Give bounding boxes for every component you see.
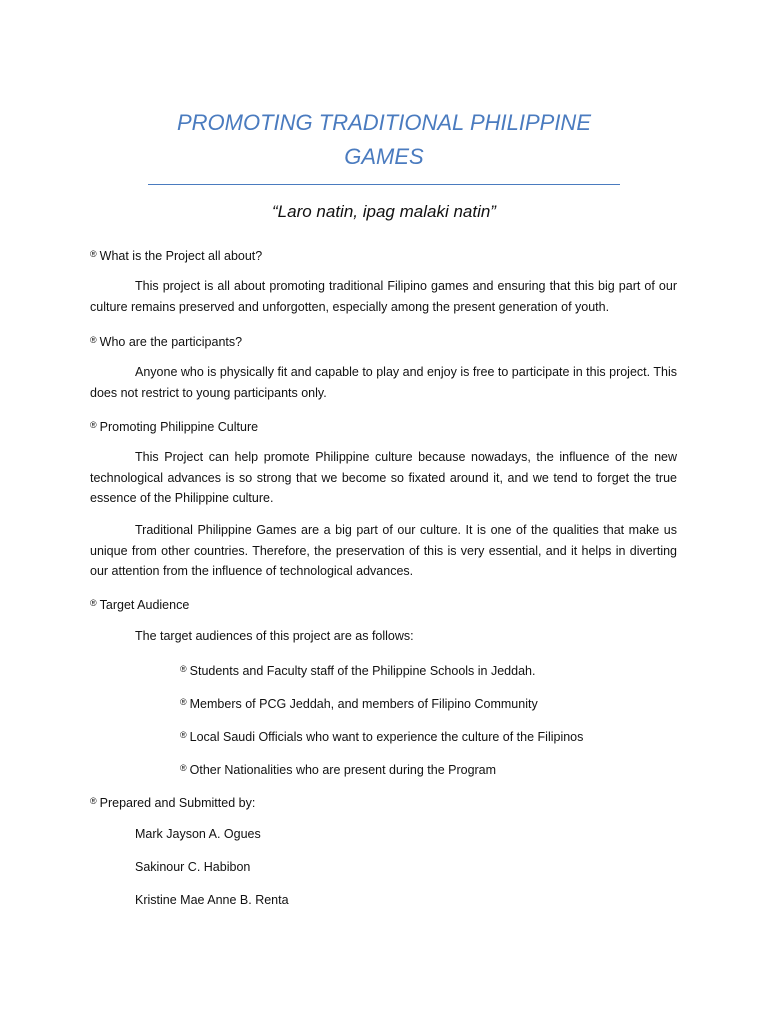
audience-item: ® Local Saudi Officials who want to experience the culture of the Filipinos (180, 730, 584, 744)
paragraph-culture-1: This Project can help promote Philippine culture because nowadays, the influence of the new technological advances is so strong that we become so fixated around it, and we tend to forget the true essence of the Philippine culture. (90, 450, 677, 506)
bullet-mark: ® (90, 335, 97, 345)
bullet-mark: ® (180, 697, 187, 707)
author-name: Mark Jayson A. Ogues (135, 827, 261, 841)
paragraph-about: This project is all about promoting traditional Filipino games and ensuring that this big part of our culture remains preserved and unforgotten, especially among the present generation of youth. (90, 279, 677, 314)
audience-item: ® Members of PCG Jeddah, and members of Filipino Community (180, 697, 538, 711)
bullet-mark: ® (90, 796, 97, 806)
document-title (148, 106, 620, 174)
section-heading-culture: ® Promoting Philippine Culture (90, 420, 259, 434)
slogan: “Laro natin, ipag malaki natin” (272, 202, 496, 221)
title-line-2: GAMES (344, 144, 424, 169)
section-heading-participants: ® Who are the participants? (90, 335, 243, 349)
section-heading-audience: ® Target Audience (90, 598, 190, 612)
section-heading-about: ® What is the Project all about? (90, 249, 263, 263)
paragraph-culture-2: Traditional Philippine Games are a big part of our culture. It is one of the qualities that make us unique from other countries. Therefore, the preservation of this is very essential, and it helps in diverting our attention from the influence of technological advances. (90, 523, 677, 579)
audience-intro: The target audiences of this project are as follows: (135, 629, 414, 643)
title-line-1: PROMOTING TRADITIONAL PHILIPPINE (177, 110, 591, 135)
audience-item: ® Other Nationalities who are present during the Program (180, 763, 497, 777)
bullet-mark: ® (90, 598, 97, 608)
audience-item: ® Students and Faculty staff of the Philippine Schools in Jeddah. (180, 664, 536, 678)
author-name: Sakinour C. Habibon (135, 860, 251, 874)
bullet-mark: ® (180, 730, 187, 740)
section-heading-submitted: ® Prepared and Submitted by: (90, 796, 256, 810)
title-divider (148, 184, 620, 185)
paragraph-participants: Anyone who is physically fit and capable to play and enjoy is free to participate in this project. This does not restrict to young participants only. (90, 365, 677, 400)
bullet-mark: ® (90, 420, 97, 430)
author-name: Kristine Mae Anne B. Renta (135, 893, 289, 907)
bullet-mark: ® (180, 763, 187, 773)
bullet-mark: ® (90, 249, 97, 259)
bullet-mark: ® (180, 664, 187, 674)
